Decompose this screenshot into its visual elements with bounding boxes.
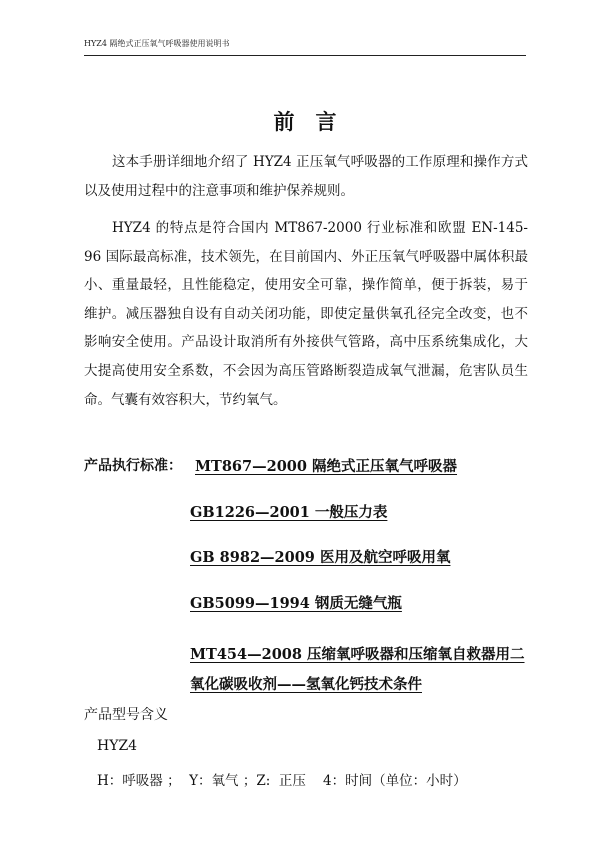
features-paragraph: HYZ4 的特点是符合国内 MT867-2000 行业标准和欧盟 EN-145-96 国际最高标准，技术领先，在目前国内、外正压氧气呼吸器中属体积最小、重量最轻，且性能稳定，使用安全可靠，操作简单，便于拆装，易于维护。减压器独自设有自动关闭功能，即使定量供氧孔径完全改变，也不影响安全使用。产品设计取消所有外接供气管路，高中压系统集成化，大大提高使用安全系数，不会因为高压管路断裂造成氧气泄漏，危害队员生命。气囊有效容积大，节约氧气。 [84, 220, 528, 408]
intro-paragraph: 这本手册详细地介绍了 HYZ4 正压氧气呼吸器的工作原理和操作方式以及使用过程中的注意事项和维护保养规则。 [84, 154, 528, 199]
model-code: HYZ4 [97, 738, 138, 754]
standards-label: 产品执行标准： [84, 458, 182, 474]
section-title: 前言 [273, 109, 358, 134]
standard-item: MT454—2008 压缩氧呼吸器和压缩氧自救器用二氧化碳吸收剂——氢氧化钙技术条件 [190, 646, 525, 693]
standard-item: GB 8982—2009 医用及航空呼吸用氧 [190, 549, 451, 566]
header-divider [84, 55, 526, 56]
standard-item: GB5099—1994 钢质无缝气瓶 [190, 595, 402, 612]
standard-item: GB1226—2001 一般压力表 [190, 504, 388, 521]
model-description: H：呼吸器 ； Y：氧气 ；Z: 正压 4：时间（单位：小时） [97, 773, 467, 789]
running-header: HYZ4 隔绝式正压氧气呼吸器使用说明书 [84, 39, 230, 48]
model-meaning-label: 产品型号含义 [84, 707, 168, 723]
standard-item: MT867—2000 隔绝式正压氧气呼吸器 [195, 458, 458, 475]
